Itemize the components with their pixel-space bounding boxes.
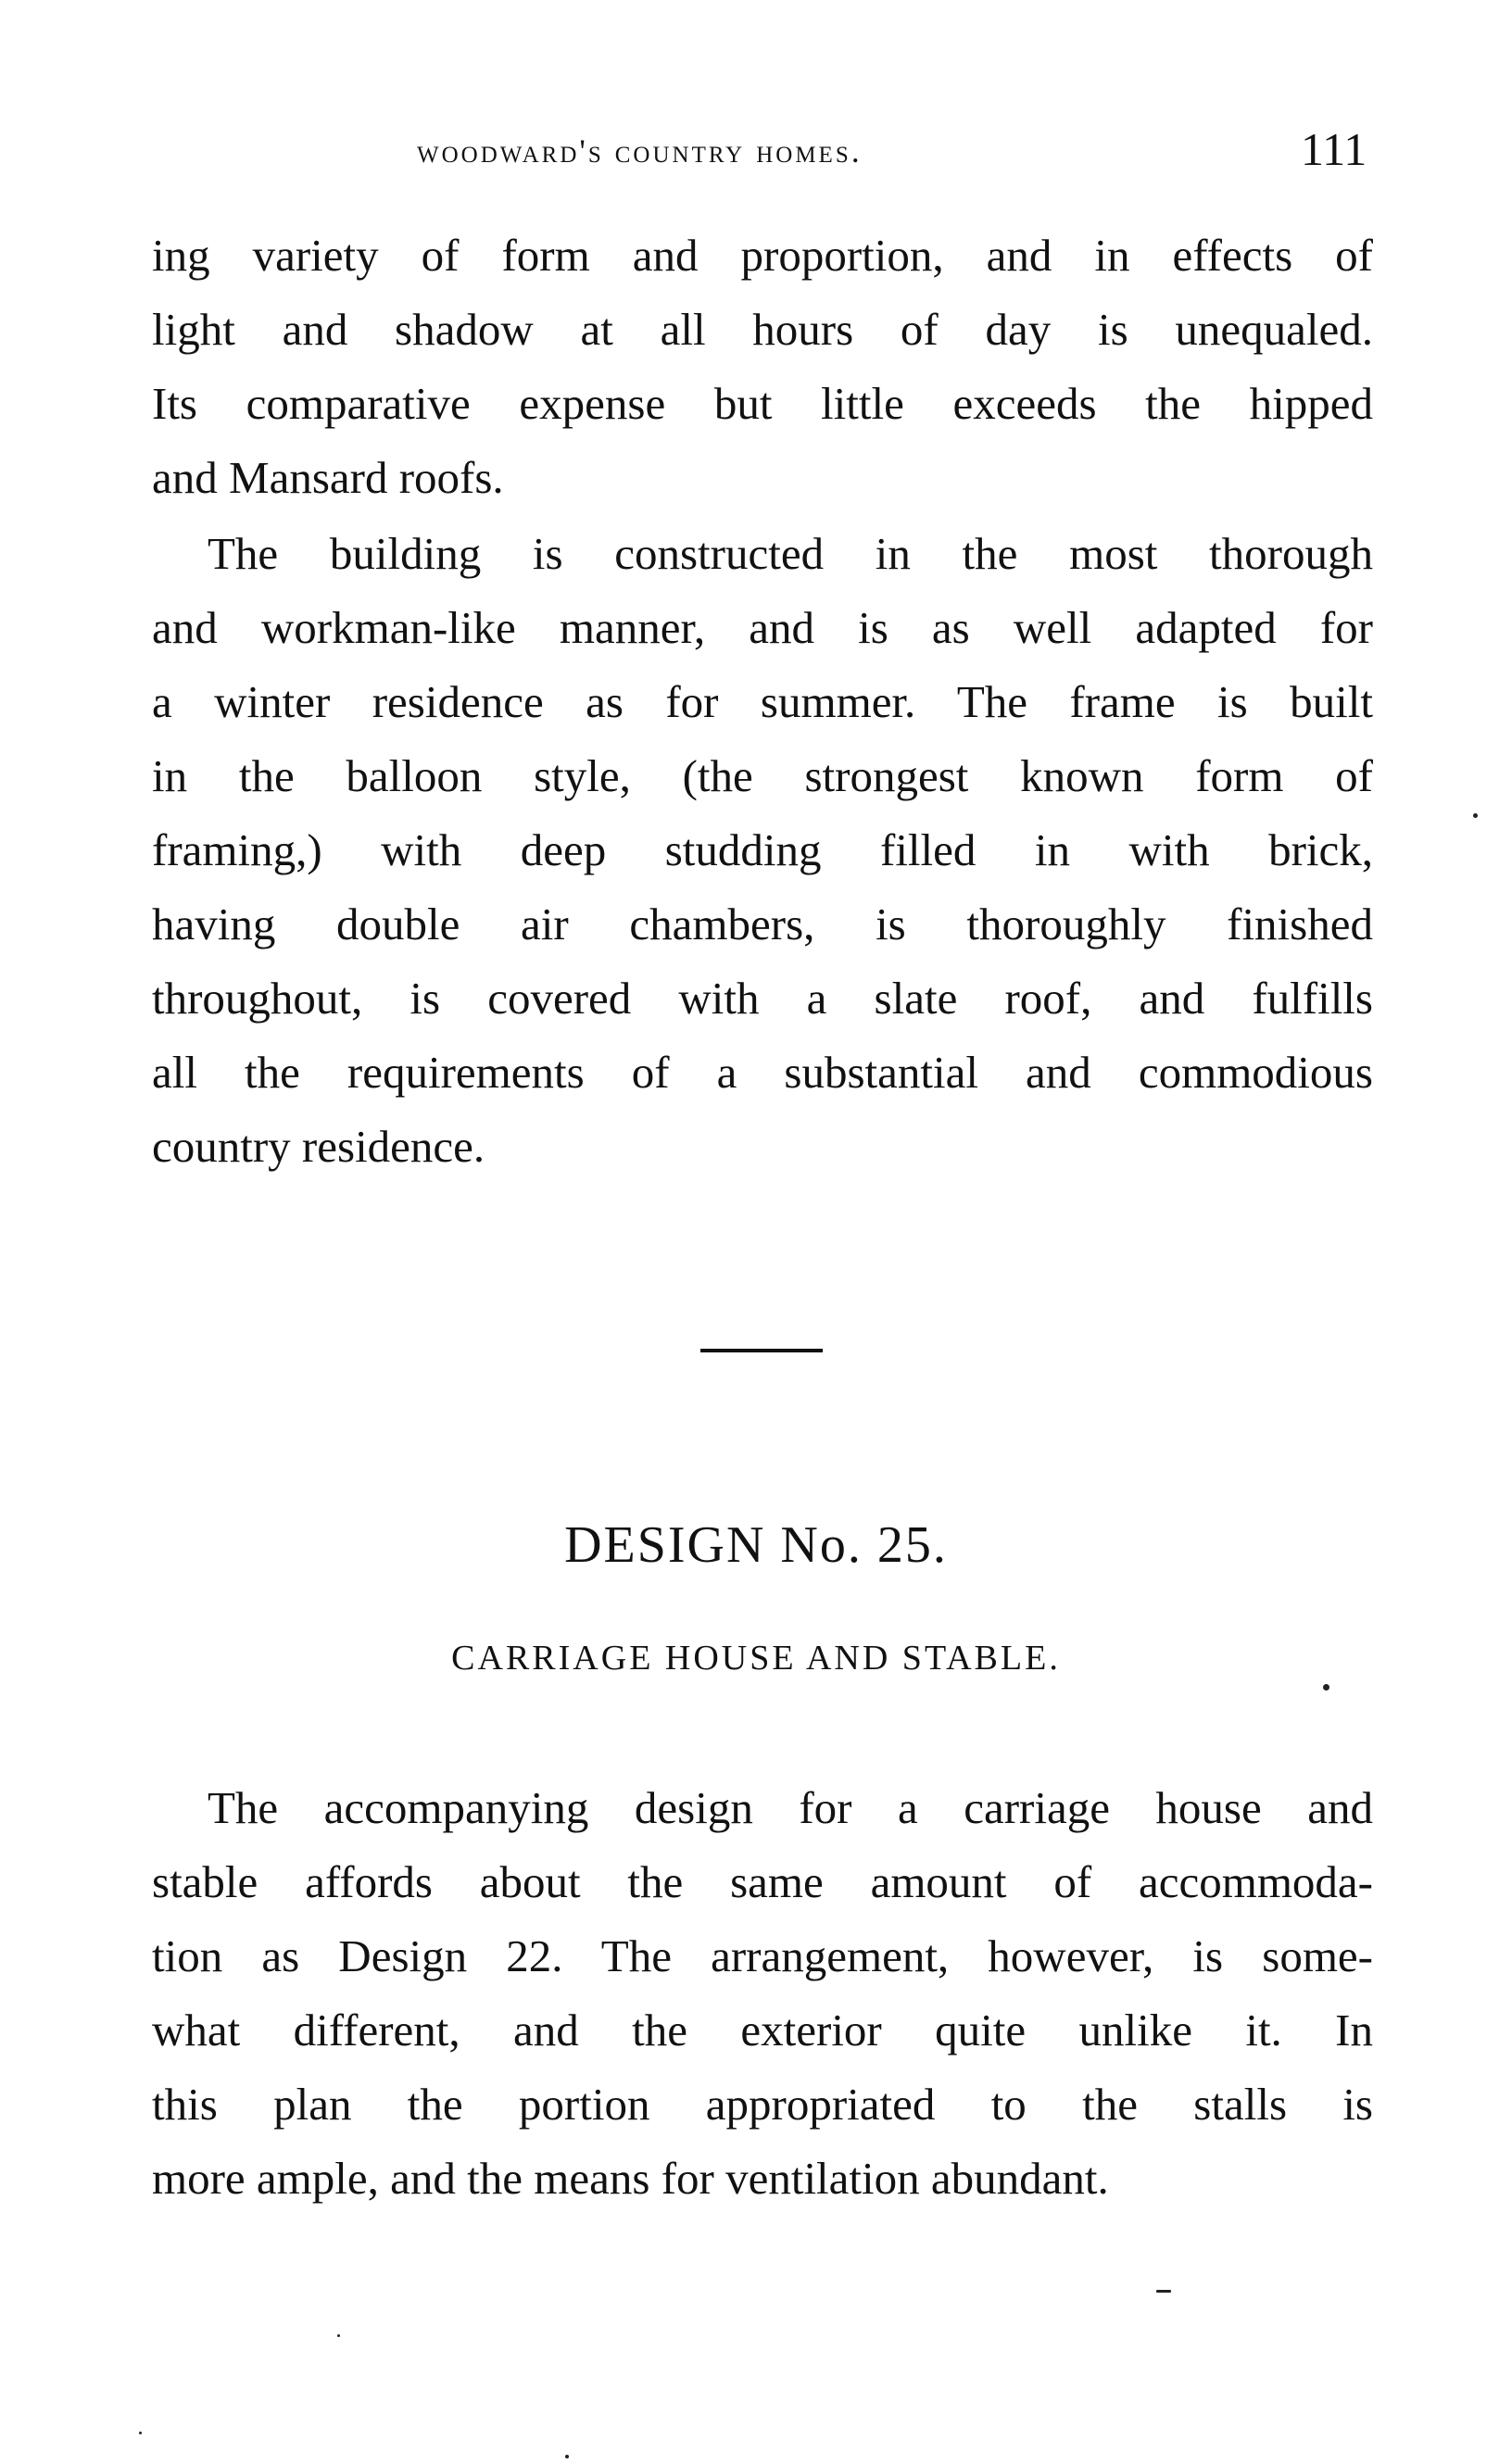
scan-speck (1323, 1684, 1329, 1691)
text-line: The accompanying design for a carriage house and (208, 1782, 1373, 1833)
paragraph-continuation (152, 219, 1373, 515)
scan-speck (139, 2432, 142, 2434)
text-line: all the requirements of a substantial and commodious (152, 1047, 1373, 1098)
text-line: a winter residence as for summer. The frame is built (152, 676, 1373, 727)
text-line: stable affords about the same amount of accommoda- (152, 1856, 1373, 1907)
design-subtitle: CARRIAGE HOUSE AND STABLE. (451, 1639, 1061, 1678)
text-line: in the balloon style, (the strongest known form of (152, 750, 1373, 801)
text-line: what different, and the exterior quite unlike it. In (152, 2005, 1373, 2055)
scan-speck (565, 2455, 569, 2458)
scan-speck (1156, 2290, 1171, 2293)
scan-speck (1473, 813, 1478, 818)
scan-speck (337, 2334, 340, 2337)
text-line: tion as Design 22. The arrangement, however, is some- (152, 1930, 1373, 1981)
text-line: throughout, is covered with a slate roof, and fulfills (152, 973, 1373, 1024)
text-line: Its comparative expense but little exceeds the hipped (152, 378, 1373, 429)
text-line: this plan the portion appropriated to the stalls is (152, 2079, 1373, 2130)
text-line: more ample, and the means for ventilation abundant. (152, 2153, 1109, 2204)
running-head (0, 119, 1512, 174)
text-line: ing variety of form and proportion, and in effects of (152, 230, 1373, 281)
running-title: woodward's country homes. (417, 132, 863, 170)
section-divider-rule (700, 1349, 823, 1352)
design-title: DESIGN No. 25. (564, 1516, 948, 1574)
text-line: country residence. (152, 1121, 485, 1172)
paragraph-building (152, 517, 1373, 1184)
text-line: light and shadow at all hours of day is unequaled. (152, 304, 1373, 355)
page-number: 111 (1301, 123, 1367, 175)
text-line: The building is constructed in the most thorough (208, 528, 1373, 579)
text-line: and Mansard roofs. (152, 452, 504, 503)
text-line: having double air chambers, is thoroughly finished (152, 899, 1373, 949)
text-line: and workman-like manner, and is as well adapted for (152, 602, 1373, 653)
text-line: framing,) with deep studding filled in with brick, (152, 824, 1373, 875)
paragraph-design-description (152, 1771, 1373, 2216)
